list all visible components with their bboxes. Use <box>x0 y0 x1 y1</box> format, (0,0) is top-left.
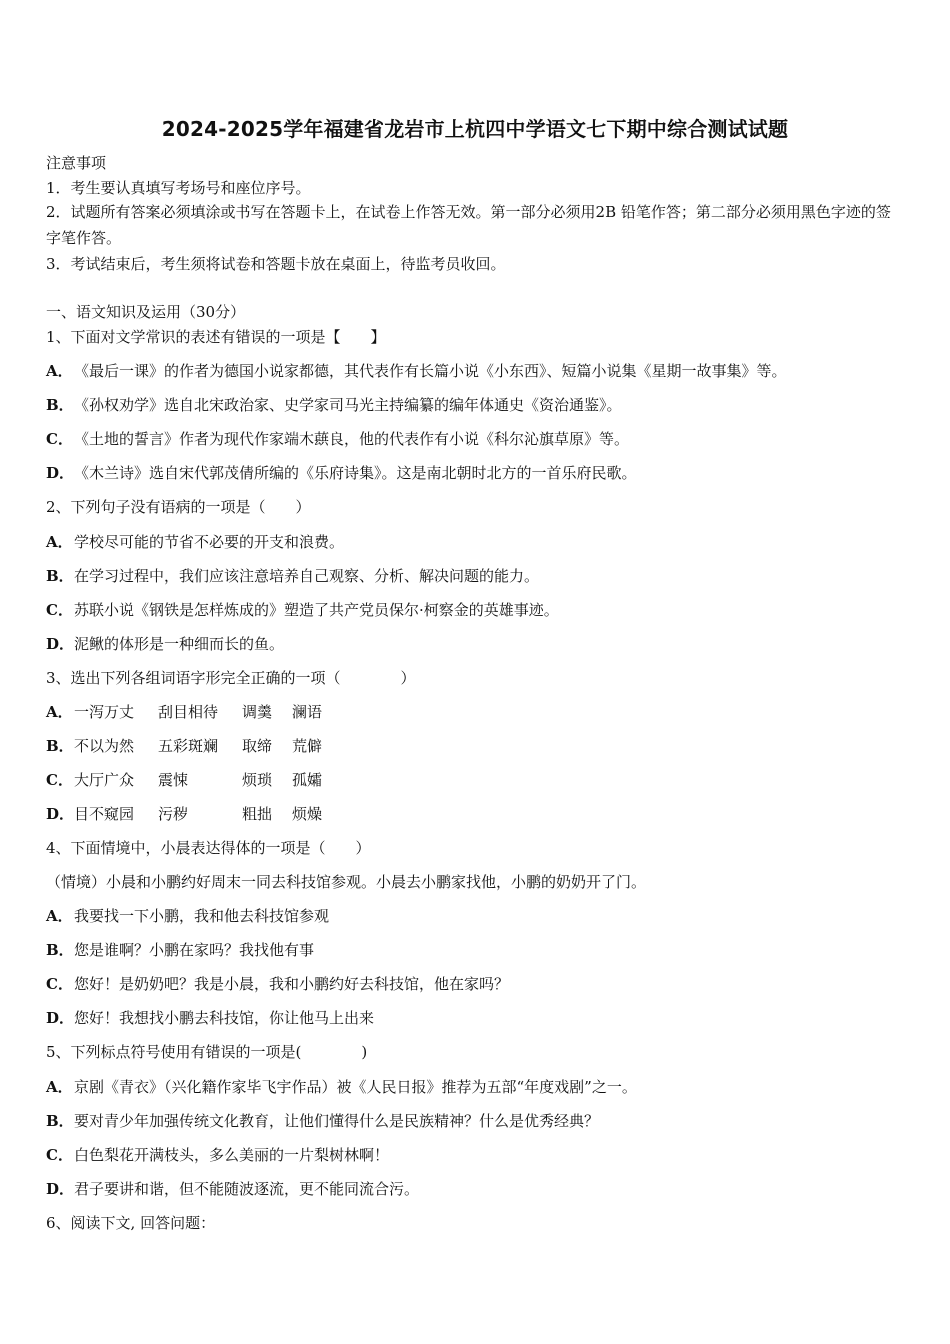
q4-option-b <box>46 940 314 960</box>
option-label: D． <box>46 635 75 653</box>
option-text: 学校尽可能的节省不必要的开支和浪费。 <box>74 533 345 551</box>
q1-option-d <box>46 463 637 483</box>
option-label: C． <box>46 975 73 993</box>
option-label: A． <box>46 533 73 551</box>
q2-option-b <box>46 566 539 586</box>
question-6-stem: 6、阅读下文, 回答问题： <box>46 1214 216 1232</box>
q5-option-a <box>46 1077 637 1097</box>
q1-option-b <box>46 395 622 415</box>
section-heading: 一、语文知识及运用（30分） <box>46 303 246 321</box>
word: 粗拙 <box>242 805 273 823</box>
q5-option-d <box>46 1179 419 1199</box>
option-label: C． <box>46 771 73 789</box>
option-label: B． <box>46 396 74 414</box>
word: 污秽 <box>158 805 189 823</box>
word: 大厅广众 <box>74 771 135 789</box>
q5-option-b <box>46 1111 599 1131</box>
option-label: D． <box>46 1180 75 1198</box>
option-text: 要对青少年加强传统文化教育，让他们懂得什么是民族精神？什么是优秀经典？ <box>74 1112 600 1130</box>
option-label: C． <box>46 430 73 448</box>
word: 不以为然 <box>74 737 135 755</box>
question-5-stem: 5、下列标点符号使用有错误的一项是( ) <box>46 1043 368 1061</box>
option-label: A． <box>46 703 73 721</box>
option-label: C． <box>46 601 73 619</box>
word: 澜语 <box>292 703 323 721</box>
option-text: 《孙权劝学》选自北宋政治家、史学家司马光主持编纂的编年体通史《资治通鉴》。 <box>74 396 622 414</box>
word: 震悚 <box>158 771 189 789</box>
q3-option-c <box>46 770 322 790</box>
word: 荒僻 <box>292 737 323 755</box>
option-text: 白色梨花开满枝头，多么美丽的一片梨树林啊！ <box>74 1146 390 1164</box>
notice-heading: 注意事项 <box>46 154 107 172</box>
q3-option-a <box>46 702 322 722</box>
q5-option-c <box>46 1145 389 1165</box>
option-label: A． <box>46 362 73 380</box>
q4-option-c <box>46 974 509 994</box>
option-text: 《土地的誓言》作者为现代作家端木蕻良，他的代表作有小说《科尔沁旗草原》等。 <box>74 430 630 448</box>
q2-option-d <box>46 634 284 654</box>
q4-option-d <box>46 1008 374 1028</box>
question-2-stem: 2、下列句子没有语病的一项是（ ） <box>46 498 311 516</box>
word: 孤孀 <box>292 771 323 789</box>
q2-option-a <box>46 532 344 552</box>
word: 烦琐 <box>242 771 273 789</box>
option-text: 《木兰诗》选自宋代郭茂倩所编的《乐府诗集》。这是南北朝时北方的一首乐府民歌。 <box>74 464 637 482</box>
notice-item-1: 1．考生要认真填写考场号和座位序号。 <box>46 179 311 197</box>
option-text: 您是谁啊？小鹏在家吗？我找他有事 <box>74 941 315 959</box>
option-label: D． <box>46 805 75 823</box>
question-4-stem: 4、下面情境中，小晨表达得体的一项是（ ） <box>46 839 371 857</box>
question-3-stem: 3、选出下列各组词语字形完全正确的一项（ ） <box>46 669 416 687</box>
option-text: 在学习过程中，我们应该注意培养自己观察、分析、解决问题的能力。 <box>74 567 540 585</box>
word: 调羹 <box>242 703 273 721</box>
option-text: 京剧《青衣》（兴化籍作家毕飞宇作品）被《人民日报》推荐为五部“年度戏剧”之一。 <box>74 1078 637 1096</box>
page-title: 2024-2025学年福建省龙岩市上杭四中学语文七下期中综合测试试题 <box>161 117 789 141</box>
q3-option-d <box>46 804 322 824</box>
word: 五彩斑斓 <box>158 737 219 755</box>
q4-option-a <box>46 906 329 926</box>
option-text: 您好！我想找小鹏去科技馆，你让他马上出来 <box>74 1009 375 1027</box>
word: 烦燥 <box>292 805 323 823</box>
option-text: 我要找一下小鹏，我和他去科技馆参观 <box>74 907 330 925</box>
option-text: 苏联小说《钢铁是怎样炼成的》塑造了共产党员保尔·柯察金的英雄事迹。 <box>74 601 559 619</box>
word: 目不窥园 <box>74 805 135 823</box>
notice-item-2: 2．试题所有答案必须填涂或书写在答题卡上，在试卷上作答无效。第一部分必须用2B 铅笔作答；第二部分必须用黑色字迹的签字笔作答。 <box>46 203 891 247</box>
option-text: 《最后一课》的作者为德国小说家都德，其代表作有长篇小说《小东西》、短篇小说集《星期一故事集》等。 <box>74 362 787 380</box>
q3-option-b <box>46 736 322 756</box>
q1-option-c <box>46 429 629 449</box>
option-label: B． <box>46 737 74 755</box>
option-label: D． <box>46 1009 75 1027</box>
option-label: A． <box>46 907 73 925</box>
question-1-stem: 1、下面对文学常识的表述有错误的一项是【 】 <box>46 328 386 346</box>
word: 刮目相待 <box>158 703 219 721</box>
q1-option-a <box>46 361 787 381</box>
option-text: 您好！是奶奶吧？我是小晨，我和小鹏约好去科技馆，他在家吗？ <box>74 975 510 993</box>
word: 一泻万丈 <box>74 703 135 721</box>
option-label: B． <box>46 567 74 585</box>
option-text: 泥鳅的体形是一种细而长的鱼。 <box>74 635 285 653</box>
option-label: A． <box>46 1078 73 1096</box>
word: 取缔 <box>242 737 273 755</box>
q2-option-c <box>46 600 559 620</box>
question-4-context: （情境）小晨和小鹏约好周末一同去科技馆参观。小晨去小鹏家找他，小鹏的奶奶开了门。 <box>46 873 647 891</box>
option-label: D． <box>46 464 75 482</box>
option-text: 君子要讲和谐，但不能随波逐流，更不能同流合污。 <box>74 1180 420 1198</box>
notice-item-3: 3．考试结束后，考生须将试卷和答题卡放在桌面上，待监考员收回。 <box>46 255 506 273</box>
option-label: C． <box>46 1146 73 1164</box>
option-label: B． <box>46 1112 74 1130</box>
option-label: B． <box>46 941 74 959</box>
